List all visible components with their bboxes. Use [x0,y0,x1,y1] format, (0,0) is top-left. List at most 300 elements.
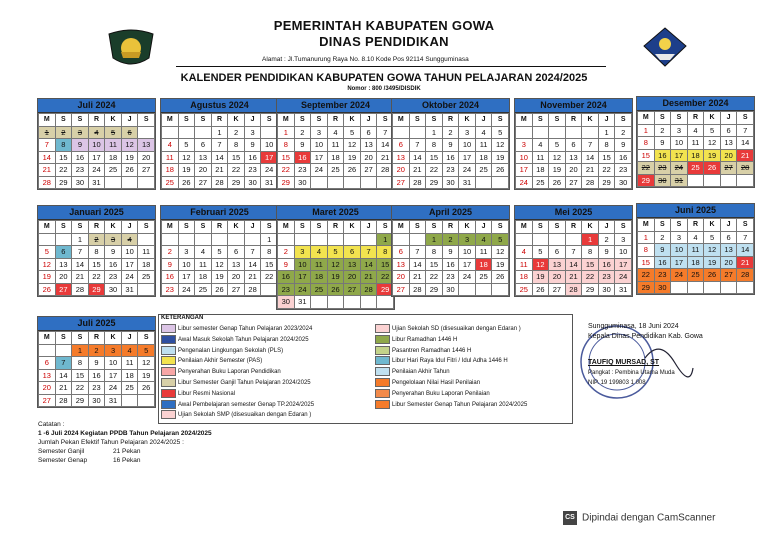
day-cell: 27 [720,162,737,175]
day-name: S [138,332,155,345]
day-cell: 8 [278,139,295,152]
day-cell: 2 [598,233,615,246]
day-cell: 2 [228,126,245,139]
day-cell [720,281,737,294]
day-name: K [344,114,361,127]
day-cell: 12 [344,139,361,152]
semester-ganjil-value: 21 Pekan [113,448,141,455]
camscanner-text: Dipindai dengan CamScanner [582,512,716,524]
day-cell: 17 [516,164,533,177]
day-cell [278,233,295,246]
day-cell: 15 [88,258,105,271]
day-cell: 12 [178,151,195,164]
day-cell: 25 [105,164,122,177]
day-name: R [211,114,228,127]
day-name: S [311,114,328,127]
day-cell: 23 [278,283,295,296]
day-cell: 11 [532,151,549,164]
day-cell: 9 [598,246,615,259]
day-cell: 11 [687,137,704,150]
day-name: S [615,114,632,127]
day-cell: 5 [532,246,549,259]
day-cell: 4 [311,246,328,259]
day-cell: 31 [459,176,476,189]
day-cell: 4 [327,126,344,139]
day-cell: 31 [615,283,632,296]
day-cell: 6 [344,246,361,259]
day-name: M [162,221,179,234]
day-name: R [88,114,105,127]
day-cell [311,176,328,189]
day-cell: 6 [720,231,737,244]
day-cell: 29 [228,176,245,189]
day-cell: 14 [409,151,426,164]
day-cell: 16 [88,369,105,382]
day-cell: 1 [638,124,655,137]
month-title: Oktober 2024 [392,99,509,113]
day-cell [344,296,361,309]
month-title: Agustus 2024 [161,99,278,113]
sign-name: TAUFIQ MURSAD, ST [588,359,660,366]
day-cell [138,176,155,189]
day-cell: 23 [162,283,179,296]
day-cell: 7 [55,357,72,370]
day-name: S [615,221,632,234]
day-cell: 17 [261,151,278,164]
day-cell: 19 [549,164,566,177]
day-cell: 21 [360,271,377,284]
day-cell: 29 [582,283,599,296]
legend-label: Ujian Sekolah SD (disesuaikan dengan Edaran ) [392,326,521,333]
legend-swatch [161,389,176,398]
day-cell: 7 [409,139,426,152]
day-cell: 4 [532,139,549,152]
legend-item [161,324,312,333]
day-cell: 11 [105,139,122,152]
day-cell: 27 [39,394,56,407]
day-cell: 8 [638,244,655,257]
day-cell: 10 [261,139,278,152]
day-cell: 3 [105,233,122,246]
day-cell: 10 [671,244,688,257]
day-cell: 3 [311,126,328,139]
day-cell [459,283,476,296]
day-name: K [582,221,599,234]
legend-swatch [375,346,390,355]
month-title: Juni 2025 [637,204,754,218]
semester-genap-value: 16 Pekan [113,457,141,464]
day-name: K [105,114,122,127]
day-cell [39,233,56,246]
day-cell: 24 [178,283,195,296]
legend-item [161,389,235,398]
day-name: S [72,332,89,345]
day-name: R [327,114,344,127]
day-cell: 1 [278,126,295,139]
address: Alamat : Jl.Tumanurung Raya No. 8.10 Kode Pos 92114 Sungguminasa [262,56,469,63]
header-line1: PEMERINTAH KABUPATEN GOWA [273,18,495,33]
legend-swatch [161,378,176,387]
day-cell: 14 [39,151,56,164]
legend-swatch [375,400,390,409]
legend-swatch [161,335,176,344]
day-cell: 11 [475,139,492,152]
day-cell: 10 [459,139,476,152]
day-cell: 17 [178,271,195,284]
day-name: J [360,114,377,127]
day-name: S [377,114,394,127]
day-cell: 15 [638,149,655,162]
day-cell: 24 [671,162,688,175]
day-cell: 26 [39,283,56,296]
day-cell: 26 [327,283,344,296]
day-cell: 21 [55,382,72,395]
day-name: R [442,114,459,127]
day-cell: 7 [565,246,582,259]
day-cell: 28 [377,164,394,177]
day-cell: 22 [72,382,89,395]
day-cell: 14 [582,151,599,164]
day-cell: 30 [654,281,671,294]
month-calendar [37,316,156,408]
day-cell [704,281,721,294]
day-cell: 25 [162,176,179,189]
day-cell: 22 [377,271,394,284]
day-cell: 4 [121,344,138,357]
day-cell [532,233,549,246]
day-cell: 18 [516,271,533,284]
day-cell: 19 [704,256,721,269]
day-name: J [720,219,737,232]
day-cell: 22 [426,271,443,284]
day-cell [311,296,328,309]
day-cell: 18 [121,369,138,382]
day-cell: 27 [565,176,582,189]
day-cell: 5 [704,231,721,244]
month-calendar [276,205,395,310]
day-name: S [178,221,195,234]
day-cell [138,233,155,246]
day-cell: 22 [638,162,655,175]
day-cell: 14 [55,369,72,382]
day-name: R [211,221,228,234]
day-name: S [138,114,155,127]
day-cell: 18 [687,256,704,269]
day-cell: 24 [105,382,122,395]
day-cell [516,126,533,139]
day-cell: 1 [39,126,56,139]
day-cell: 7 [737,124,754,137]
day-cell: 7 [72,246,89,259]
day-cell: 24 [294,283,311,296]
day-cell: 3 [178,246,195,259]
day-cell [360,296,377,309]
day-name: S [261,114,278,127]
day-cell: 26 [532,283,549,296]
day-name: J [720,112,737,125]
day-cell: 1 [211,126,228,139]
day-cell: 18 [687,149,704,162]
day-cell: 29 [638,281,655,294]
day-cell: 20 [138,151,155,164]
day-cell: 14 [737,137,754,150]
day-cell: 14 [72,258,89,271]
day-cell: 30 [598,283,615,296]
day-cell: 20 [360,151,377,164]
day-name: S [737,112,754,125]
camscanner-logo: CS [563,511,577,525]
day-cell: 24 [615,271,632,284]
day-cell: 17 [671,149,688,162]
day-cell: 8 [55,139,72,152]
day-cell: 1 [261,233,278,246]
day-cell: 6 [121,126,138,139]
legend-swatch [375,378,390,387]
day-cell: 17 [121,258,138,271]
day-cell: 13 [228,258,245,271]
day-cell: 18 [327,151,344,164]
day-cell: 15 [228,151,245,164]
month-title: November 2024 [515,99,632,113]
day-cell: 16 [654,149,671,162]
day-cell: 28 [737,162,754,175]
day-cell: 11 [121,357,138,370]
day-cell: 13 [138,139,155,152]
day-cell [360,176,377,189]
day-name: M [39,332,56,345]
day-cell: 11 [687,244,704,257]
day-cell [211,233,228,246]
day-cell: 19 [532,271,549,284]
day-cell: 5 [39,246,56,259]
legend-label: Penilaian Akhir Semester (PAS) [178,358,263,365]
day-cell: 9 [278,258,295,271]
day-cell: 3 [244,126,261,139]
day-cell: 8 [598,139,615,152]
day-name: S [55,114,72,127]
day-name: S [409,221,426,234]
day-cell: 27 [228,283,245,296]
day-cell [244,233,261,246]
day-cell: 4 [121,233,138,246]
day-cell: 5 [492,126,509,139]
day-cell: 5 [178,139,195,152]
day-cell: 2 [278,246,295,259]
day-cell: 26 [492,271,509,284]
header-line2: DINAS PENDIDIKAN [319,34,449,49]
day-cell: 15 [638,256,655,269]
legend [158,314,573,424]
day-cell [261,126,278,139]
day-cell [121,394,138,407]
day-cell [294,233,311,246]
day-cell: 16 [294,151,311,164]
month-calendar [391,98,510,190]
day-cell: 11 [195,258,212,271]
day-cell: 8 [377,246,394,259]
day-cell: 24 [671,269,688,282]
day-cell: 14 [565,258,582,271]
day-cell: 28 [409,283,426,296]
day-cell [138,394,155,407]
day-cell: 11 [311,258,328,271]
day-name: R [327,221,344,234]
day-cell: 8 [228,139,245,152]
day-cell: 13 [344,258,361,271]
day-cell: 21 [409,271,426,284]
notes [38,420,212,465]
day-cell: 13 [393,258,410,271]
day-cell: 7 [39,139,56,152]
day-name: S [72,221,89,234]
day-cell: 20 [39,382,56,395]
month-calendar [37,205,156,297]
day-cell: 19 [211,271,228,284]
day-cell [327,296,344,309]
day-name: S [55,221,72,234]
legend-label: Libur Resmi Nasional [178,390,236,397]
day-cell: 11 [516,258,533,271]
day-cell: 6 [360,126,377,139]
day-cell [195,233,212,246]
day-cell [737,281,754,294]
day-cell: 8 [261,246,278,259]
day-cell: 25 [532,176,549,189]
day-cell [565,233,582,246]
day-cell [409,233,426,246]
day-cell: 28 [565,283,582,296]
day-cell: 23 [105,271,122,284]
day-cell: 2 [162,246,179,259]
day-name: S [377,221,394,234]
day-cell [39,344,56,357]
day-cell: 13 [55,258,72,271]
legend-item [375,378,480,387]
legend-item [375,400,527,409]
month-calendar [276,98,395,190]
day-cell [532,126,549,139]
day-cell: 19 [39,271,56,284]
day-cell: 12 [211,258,228,271]
legend-item [375,335,457,344]
day-cell: 18 [195,271,212,284]
day-cell [671,281,688,294]
day-cell: 29 [598,176,615,189]
day-cell: 23 [442,164,459,177]
day-cell: 6 [39,357,56,370]
day-cell: 14 [360,258,377,271]
day-cell: 12 [532,258,549,271]
day-cell: 4 [195,246,212,259]
day-cell: 17 [671,256,688,269]
day-cell: 9 [442,246,459,259]
month-calendar [636,96,755,188]
day-cell: 12 [327,258,344,271]
day-name: M [162,114,179,127]
day-cell: 4 [475,126,492,139]
day-cell: 13 [549,258,566,271]
month-title: September 2024 [277,99,394,113]
day-cell: 3 [615,233,632,246]
legend-label: Libur Ramadhan 1446 H [392,336,458,343]
day-cell: 16 [72,151,89,164]
day-cell: 7 [409,246,426,259]
day-name: K [228,114,245,127]
day-cell: 21 [211,164,228,177]
day-name: J [360,221,377,234]
legend-swatch [161,410,176,419]
day-cell: 26 [492,164,509,177]
day-cell: 25 [311,283,328,296]
day-cell: 16 [162,271,179,284]
sign-place-date: Sungguminasa, 18 Juni 2024 [588,323,679,330]
day-name: S [409,114,426,127]
day-cell: 22 [598,164,615,177]
day-cell: 21 [737,149,754,162]
day-cell: 29 [377,283,394,296]
month-calendar [160,98,279,190]
day-cell: 18 [105,151,122,164]
page-title: KALENDER PENDIDIKAN KABUPATEN GOWA TAHUN PELAJARAN 2024/2025 [180,72,588,84]
day-name: K [704,219,721,232]
day-cell: 25 [687,162,704,175]
day-cell: 25 [516,283,533,296]
day-name: K [228,221,245,234]
day-cell [687,174,704,187]
legend-item [375,389,490,398]
day-name: S [72,114,89,127]
day-cell: 27 [549,283,566,296]
day-name: M [638,112,655,125]
day-cell: 23 [294,164,311,177]
day-name: R [565,114,582,127]
day-cell: 17 [294,271,311,284]
day-cell: 9 [654,137,671,150]
day-cell: 12 [704,244,721,257]
day-cell: 15 [278,151,295,164]
day-cell: 8 [72,357,89,370]
day-cell: 22 [55,164,72,177]
day-cell: 30 [105,283,122,296]
day-cell: 30 [88,394,105,407]
day-name: M [393,114,410,127]
semester-ganjil-label: Semester Ganjil [38,448,85,455]
day-cell [492,283,509,296]
day-cell: 30 [244,176,261,189]
day-cell: 31 [261,176,278,189]
day-name: S [671,112,688,125]
day-cell: 7 [211,139,228,152]
day-cell: 20 [55,271,72,284]
legend-item [161,335,309,344]
month-calendar [160,205,279,297]
legend-swatch [375,367,390,376]
day-name: R [687,112,704,125]
day-cell: 1 [598,126,615,139]
day-cell: 25 [475,164,492,177]
day-name: J [244,221,261,234]
day-cell: 12 [492,139,509,152]
legend-label: Libur semester Genap Tahun Pelajaran 2023/2024 [178,326,313,333]
day-cell [105,176,122,189]
month-calendar [37,98,156,190]
day-cell: 7 [360,246,377,259]
day-cell [55,233,72,246]
day-cell: 16 [442,258,459,271]
day-cell [55,344,72,357]
day-cell: 28 [582,176,599,189]
day-cell: 6 [720,124,737,137]
